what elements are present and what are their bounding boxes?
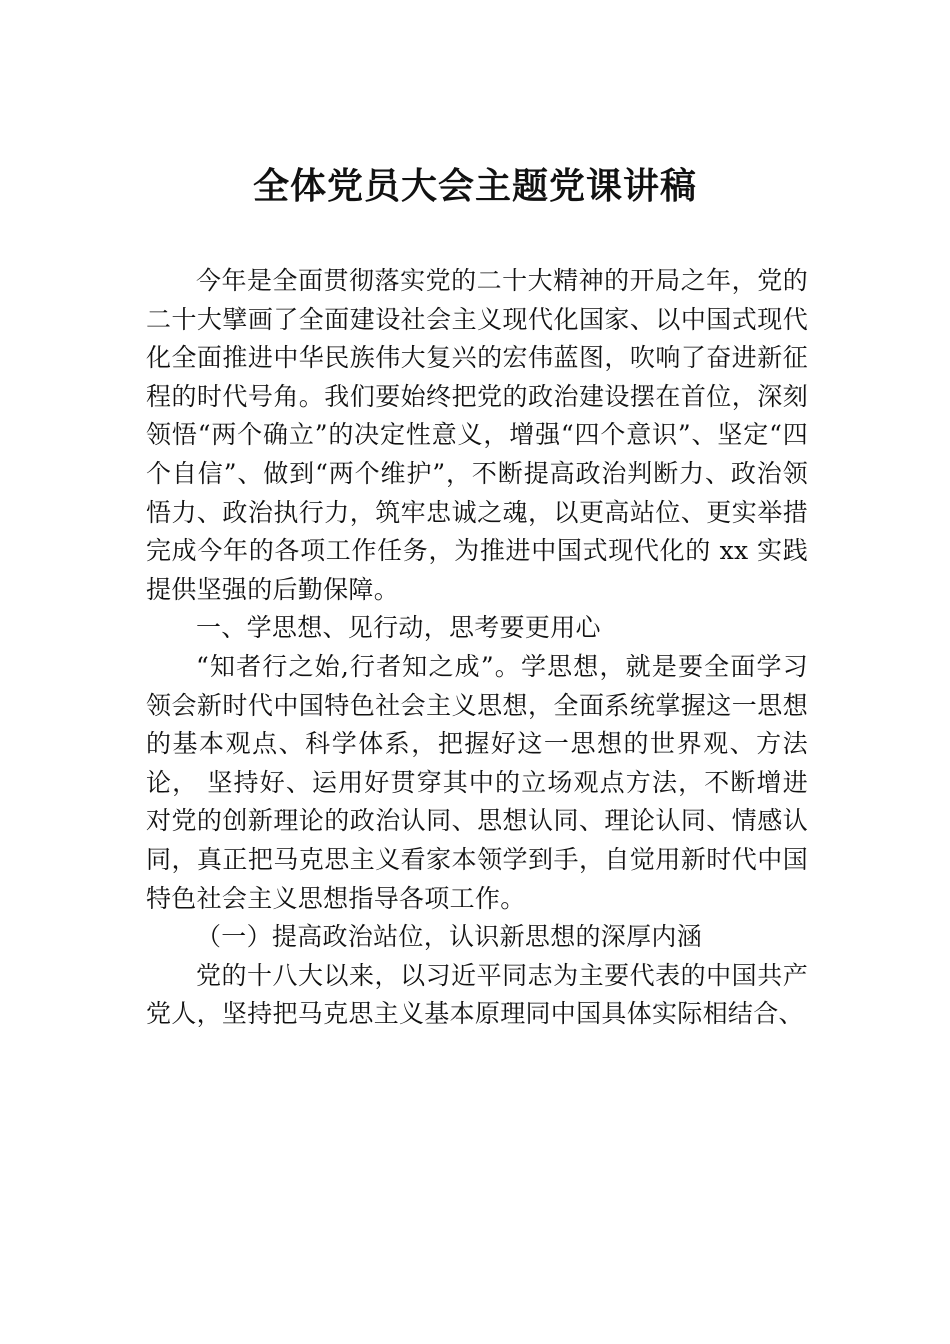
document-body (146, 262, 808, 1034)
subsection-1-paragraph: 党的十八大以来，以习近平同志为主要代表的中国共产党人，坚持把马克思主义基本原理同中国具体实际相结合、 (146, 960, 808, 1029)
intro-paragraph: 今年是全面贯彻落实党的二十大精神的开局之年，党的二十大擘画了全面建设社会主义现代化国家、以中国式现代化全面推进中华民族伟大复兴的宏伟蓝图，吹响了奋进新征程的时代号角。我们要始终把党的政治建设摆在首位，深刻领悟“两个确立”的决定性意义，增强“四个意识”、坚定“四个自信”、做到“两个维护”，不断提高政治判断力、政治领悟力、政治执行力，筑牢忠诚之魂，以更高站位、更实举措完成今年的各项工作任务，为推进中国式现代化的 xx 实践提供坚强的后勤保障。 (146, 266, 808, 604)
section-heading-1: 一、学思想、见行动，思考要更用心 (196, 613, 601, 643)
subsection-heading-1: （一）提高政治站位，认识新思想的深厚内涵 (196, 922, 703, 952)
document-title: 全体党员大会主题党课讲稿 (252, 166, 697, 207)
section-1-paragraph: “知者行之始,行者知之成”。学思想，就是要全面学习领会新时代中国特色社会主义思想，全面系统掌握这一思想的基本观点、科学体系，把握好这一思想的世界观、方法论， 坚持好、运用好贯穿其中的立场观点方法，不断增进对党的创新理论的政治认同、思想认同、理论认同、情感认同，真正把马克思主义看家本领学到手，自觉用新时代中国特色社会主义思想指导各项工作。 (146, 651, 808, 913)
